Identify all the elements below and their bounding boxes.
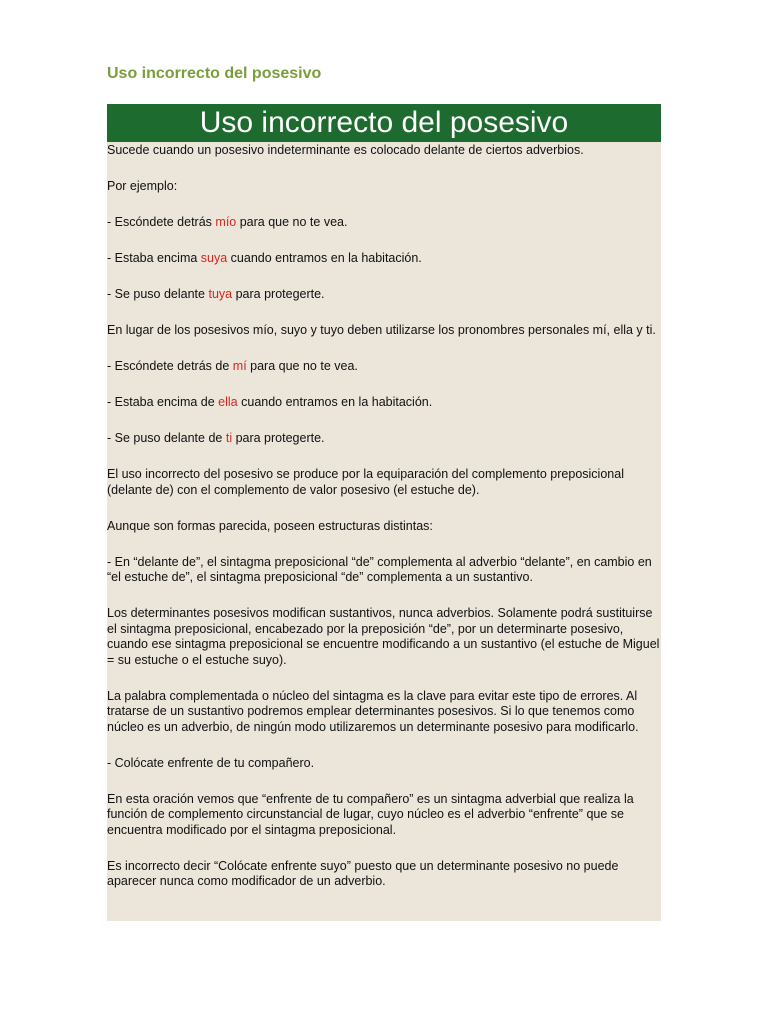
example-text: para que no te vea. (246, 359, 358, 373)
paragraph-structures: Aunque son formas parecida, poseen estructuras distintas: (107, 518, 433, 533)
highlighted-word: tuya (208, 287, 233, 301)
paragraph-example-lead: Por ejemplo: (107, 179, 178, 193)
example-text: cuando entramos en la habitación. (227, 251, 422, 265)
example-text: cuando entramos en la habitación. (237, 395, 433, 409)
example-text: - Escóndete detrás (107, 215, 216, 229)
example-correct-1 (107, 359, 661, 375)
highlighted-word: ella (218, 395, 238, 409)
highlighted-word: suya (200, 251, 228, 265)
example-sentence: - Colócate enfrente de tu compañero. (107, 755, 315, 770)
paragraph-explanation: El uso incorrecto del posesivo se produce por la equiparación del complemento preposicional (delante de) con el complemento de valor posesivo (el estuche de). (107, 467, 624, 497)
paragraph-correction: En lugar de los posesivos mío, suyo y tuyo deben utilizarse los pronombres personales mí, ella y ti. (107, 323, 656, 337)
example-incorrect-2 (107, 251, 661, 267)
paragraph-conclusion: Es incorrecto decir “Colócate enfrente suyo” puesto que un determinante posesivo no puede aparecer nunca como modificador de un adverbio. (107, 858, 619, 888)
example-text: para que no te vea. (236, 215, 348, 229)
paragraph-analysis: En esta oración vemos que “enfrente de tu compañero” es un sintagma adverbial que realiza la función de complemento circunstancial de lugar, cuyo núcleo es el adverbio “enfrente” que se encuentra modificado por el sintagma preposicional. (107, 791, 634, 837)
highlighted-word: mío (215, 215, 237, 229)
highlighted-word: mí (232, 359, 247, 373)
page-heading: Uso incorrecto del posesivo (107, 65, 322, 82)
example-text: - Se puso delante de (107, 431, 226, 445)
paragraph-intro: Sucede cuando un posesivo indeterminante es colocado delante de ciertos adverbios. (107, 143, 584, 157)
example-incorrect-3 (107, 287, 661, 303)
paragraph-rule: Los determinantes posesivos modifican sustantivos, nunca adverbios. Solamente podrá sustituirse el sintagma preposicional, encabezado por la preposición “de”, por un determinarte posesivo, cuando ese sintagma preposicional se encuentre modificando a un sustantivo (el estuche de Miguel = su estuche o el estuche suyo). (107, 606, 660, 667)
example-text: - Estaba encima de (107, 395, 219, 409)
example-text: para protegerte. (232, 287, 325, 301)
title-banner: Uso incorrecto del posesivo (107, 104, 661, 142)
paragraph-comparison: - En “delante de”, el sintagma preposicional “de” complementa al adverbio “delante”, en cambio en “el estuche de”, el sintagma preposicional “de” complementa a un sustantivo. (107, 554, 652, 584)
highlighted-word: ti (225, 431, 233, 445)
example-correct-2 (107, 395, 661, 411)
example-text: - Se puso delante (107, 287, 209, 301)
paragraph-key: La palabra complementada o núcleo del sintagma es la clave para evitar este tipo de errores. Al tratarse de un sustantivo podremos emplear determinantes posesivos. Si lo que tenemos como núcleo es un adverbio, de ningún modo utilizaremos un determinante posesivo para modificarlo. (107, 688, 639, 734)
article-body (107, 142, 661, 921)
example-correct-3 (107, 431, 661, 447)
example-text: - Escóndete detrás de (107, 359, 233, 373)
example-text: - Estaba encima (107, 251, 201, 265)
example-incorrect-1 (107, 215, 661, 231)
example-text: para protegerte. (232, 431, 325, 445)
